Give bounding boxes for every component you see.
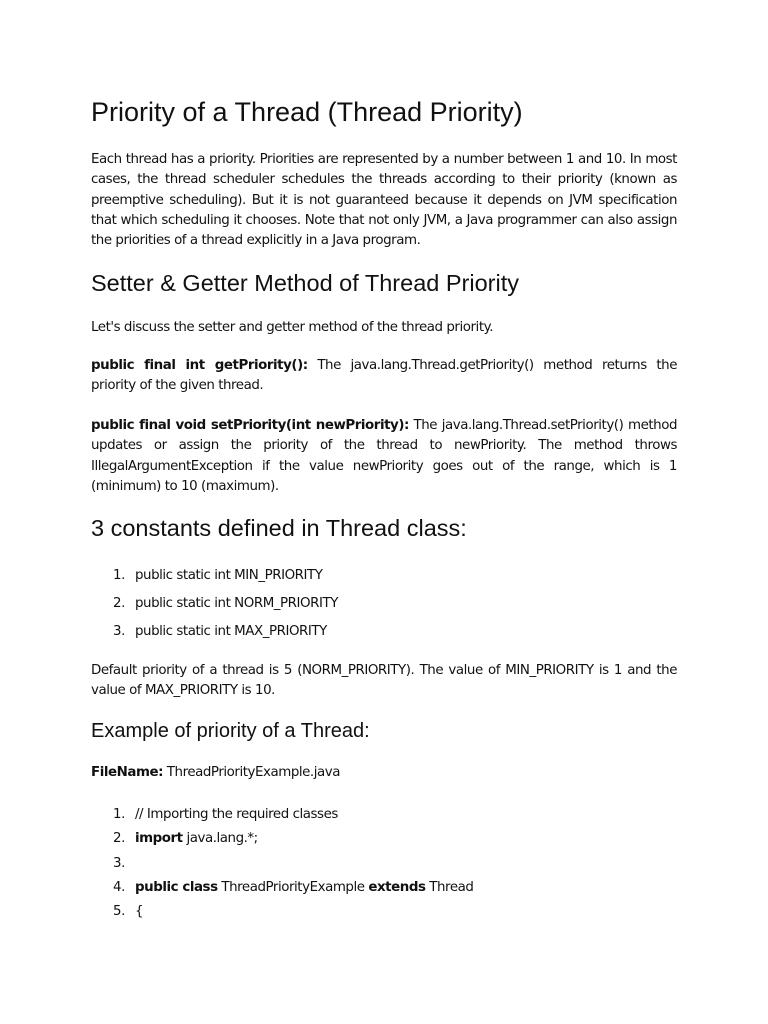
getter-signature: public final int getPriority(): bbox=[91, 358, 308, 373]
list-item-text: public static int MAX_PRIORITY bbox=[135, 624, 327, 639]
setter-signature: public final void setPriority(int newPriority): bbox=[91, 418, 409, 433]
code-line bbox=[91, 854, 473, 878]
code-text: // Importing the required classes bbox=[135, 807, 338, 822]
list-item bbox=[91, 594, 338, 622]
code-text: ThreadPriorityExample bbox=[217, 879, 369, 895]
filename-label: FileName: bbox=[91, 765, 163, 780]
code-line-number: 2. bbox=[113, 831, 125, 847]
list-number: 1. bbox=[113, 568, 125, 583]
constants-note: Default priority of a thread is 5 (NORM_PRIORITY). The value of MIN_PRIORITY is 1 and the value of MAX_PRIORITY is 10. bbox=[91, 663, 677, 699]
code-text: java.lang.*; bbox=[182, 831, 258, 847]
constants-list bbox=[91, 566, 338, 650]
setter-paragraph bbox=[91, 416, 677, 497]
list-item-text: public static int NORM_PRIORITY bbox=[135, 596, 338, 611]
code-text: { bbox=[135, 904, 144, 920]
getter-paragraph bbox=[91, 356, 677, 397]
code-text: Thread bbox=[425, 879, 474, 895]
code-line bbox=[91, 805, 473, 829]
section-heading-constants: 3 constants defined in Thread class: bbox=[91, 515, 467, 541]
section-heading-setter-getter: Setter & Getter Method of Thread Priority bbox=[91, 270, 519, 296]
list-item bbox=[91, 566, 338, 594]
section-heading-example: Example of priority of a Thread: bbox=[91, 720, 370, 742]
code-line-number: 5. bbox=[113, 904, 125, 920]
getter-description: The java.lang.Thread.getPriority() method returns the priority of the given thread. bbox=[91, 358, 678, 394]
list-item-text: public static int MIN_PRIORITY bbox=[135, 568, 323, 583]
code-listing bbox=[91, 805, 473, 926]
page-title: Priority of a Thread (Thread Priority) bbox=[91, 97, 523, 127]
code-line-number: 1. bbox=[113, 807, 125, 822]
filename-line bbox=[91, 763, 677, 783]
setter-getter-lead: Let's discuss the setter and getter method of the thread priority. bbox=[91, 320, 493, 335]
code-line-number: 4. bbox=[113, 879, 125, 895]
list-number: 3. bbox=[113, 624, 125, 639]
list-number: 2. bbox=[113, 596, 125, 611]
code-line bbox=[91, 902, 473, 926]
setter-description: The java.lang.Thread.setPriority() method updates or assign the priority of the thread to newPriority. The method throws IllegalArgumentException if the value newPriority goes out of the range, which is 1 (minimum) to 10 (maximum). bbox=[91, 418, 677, 494]
code-keyword: import bbox=[135, 831, 183, 847]
code-keyword: public class bbox=[135, 879, 218, 895]
list-item bbox=[91, 622, 338, 650]
filename-value: ThreadPriorityExample.java bbox=[163, 765, 340, 780]
code-keyword: extends bbox=[368, 879, 426, 895]
code-line bbox=[91, 878, 473, 902]
code-line-number: 3. bbox=[113, 855, 125, 871]
code-line bbox=[91, 829, 473, 853]
intro-paragraph: Each thread has a priority. Priorities are represented by a number between 1 and 10. In most cases, the thread scheduler schedules the threads according to their priority (known as preemptive scheduling). But it is not guaranteed because it depends on JVM specification that which scheduling it chooses. Note that not only JVM, a Java programmer can also assign the priorities of a thread explicitly in a Java program. bbox=[91, 152, 677, 249]
